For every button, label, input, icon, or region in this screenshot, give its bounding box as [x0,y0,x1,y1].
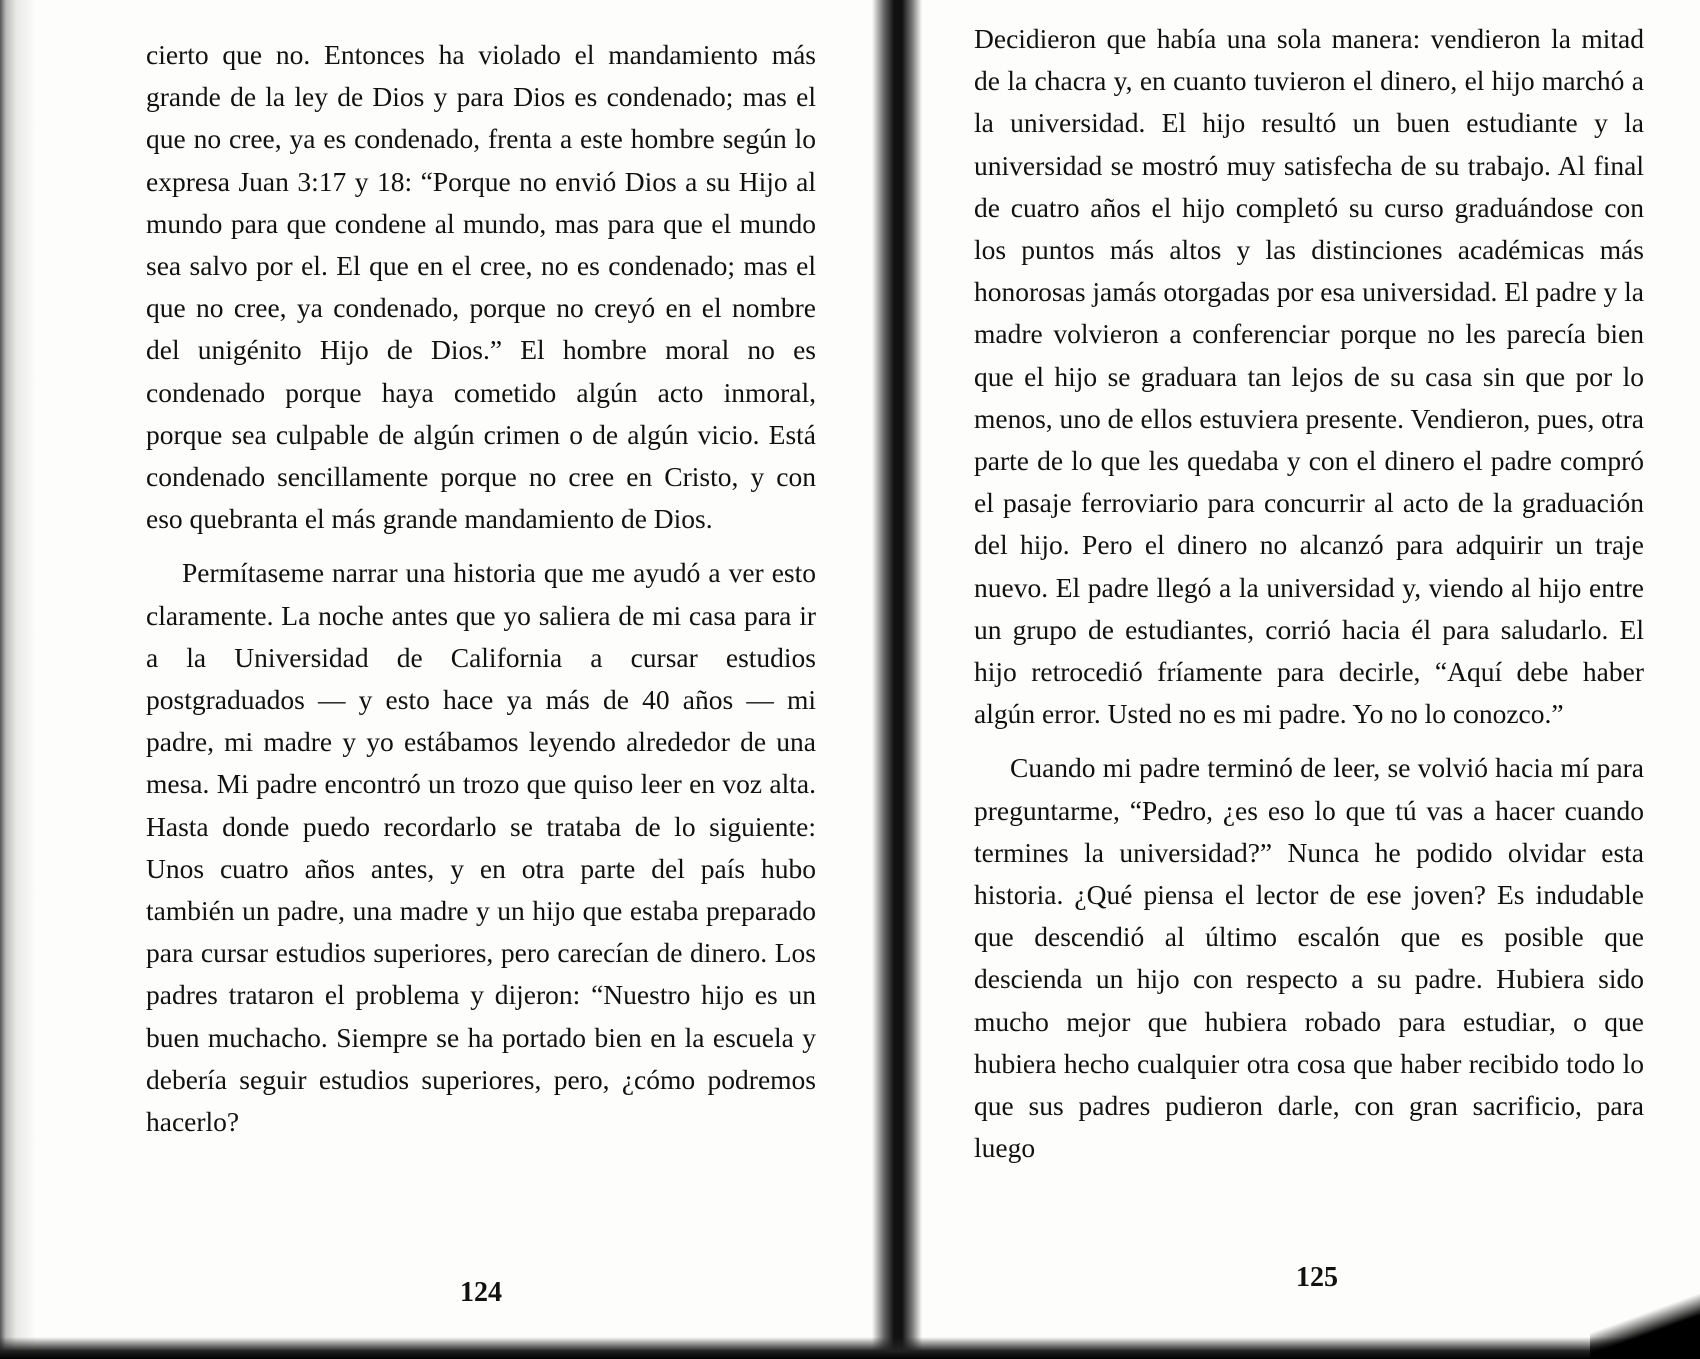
right-paragraph-2: Cuando mi padre terminó de leer, se volvió hacia mí para preguntarme, “Pedro, ¿es eso lo que tú vas a hacer cuando termines la universidad?” Nunca he podido olvidar esta historia. ¿Qué piensa el lector de ese joven? Es indudable que descendió al último escalón que es posible que descienda un hijo con respecto a su padre. Hubiera sido mucho mejor que hubiera robado para estudiar, o que hubiera hecho cualquier otra cosa que haber recibido todo lo que sus padres pudieron darle, con gran sacrificio, para luego [974,752,1644,1164]
left-page-text [146,34,816,1143]
right-page [888,0,1700,1359]
right-page-text [974,18,1644,1169]
corner-shadow [1590,1289,1700,1359]
book-gutter-shadow [872,0,922,1359]
left-page-edge-shadow [0,0,36,1359]
left-paragraph-2: Permítaseme narrar una historia que me ayudó a ver esto claramente. La noche antes que yo saliera de mi casa para ir a la Universidad de California a cursar estudios postgraduados — y esto hace ya más de 40 años — mi padre, mi madre y yo estábamos leyendo alrededor de una mesa. Mi padre encontró un trozo que quiso leer en voz alta. Hasta donde puedo recordarlo se trataba de lo siguiente: Unos cuatro años antes, y en otra parte del país hubo también un padre, una madre y un hijo que estaba preparado para cursar estudios superiores, pero carecían de dinero. Los padres trataron el problema y dijeron: “Nuestro hijo es un buen muchacho. Siempre se ha portado bien en la escuela y debería seguir estudios superiores, pero, ¿cómo podremos hacerlo? [146,557,816,1138]
right-paragraph-1: Decidieron que había una sola manera: vendieron la mitad de la chacra y, en cuanto tuvieron el dinero, el hijo marchó a la universidad. El hijo resultó un buen estudiante y la universidad se mostró muy satisfecha de su trabajo. Al final de cuatro años el hijo completó su curso graduándose con los puntos más altos y las distinciones académicas más honorosas jamás otorgadas por esa universidad. El padre y la madre volvieron a conferenciar porque no les parecía bien que el hijo se graduara tan lejos de su casa sin que por lo menos, uno de ellos estuviera presente. Vendieron, pues, otra parte de lo que les quedaba y con el dinero el padre compró el pasaje ferroviario para concurrir al acto de la graduación del hijo. Pero el dinero no alcanzó para adquirir un traje nuevo. El padre llegó a la universidad y, viendo al hijo entre un grupo de estudiantes, corrió hacia él para saludarlo. El hijo retrocedió fríamente para decirle, “Aquí debe haber algún error. Usted no es mi padre. Yo no lo conozco.” [974,23,1645,730]
bottom-edge-shadow [0,1337,1700,1359]
left-paragraph-1: cierto que no. Entonces ha violado el mandamiento más grande de la ley de Dios y para Dios es condenado; mas el que no cree, ya es condenado, frenta a este hombre según lo expresa Juan 3:17 y 18: “Porque no envió Dios a su Hijo al mundo para que condene al mundo, mas para que el mundo sea salvo por el. El que en el cree, no es condenado; mas el que no cree, ya condenado, porque no creyó en el nombre del unigénito Hijo de Dios.” El hombre moral no es condenado porque haya cometido algún acto inmoral, porque sea culpable de algún crimen o de algún vicio. Está condenado sencillamente porque no cree en Cristo, y con eso quebranta el más grande mandamiento de Dios. [146,39,816,535]
right-page-number: 125 [1296,1262,1338,1293]
left-page-number: 124 [460,1277,502,1308]
